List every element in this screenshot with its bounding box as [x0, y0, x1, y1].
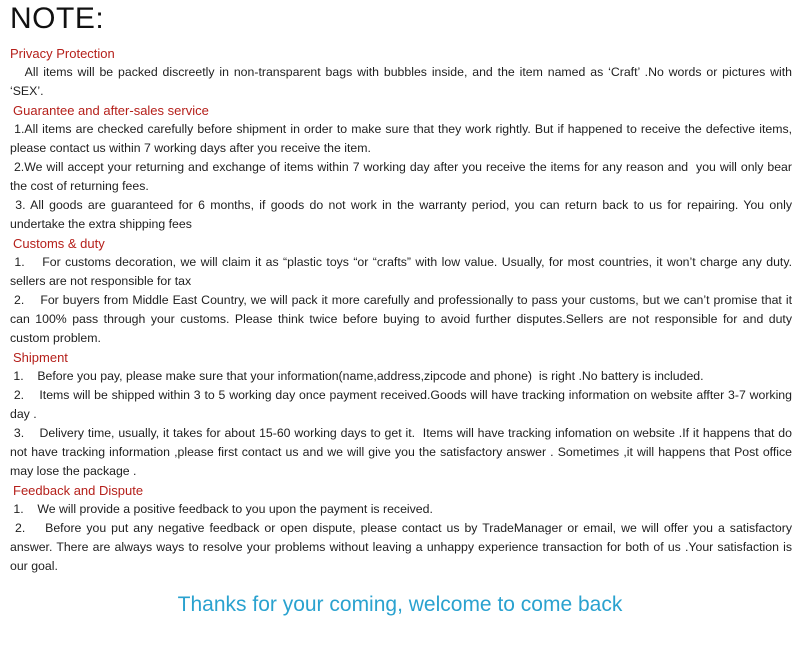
section-paragraph: 1. For customs decoration, we will claim it as “plastic toys “or “crafts” with low value. Usually, for most countries, it won’t charge any duty. sellers are not responsible for tax	[10, 255, 796, 288]
section-paragraph: 1. Before you pay, please make sure that your information(name,address,zipcode and phone) is right .No battery is included.	[10, 369, 704, 383]
section-feedback-dispute	[10, 481, 796, 576]
section-paragraph: 2. Before you put any negative feedback or open dispute, please contact us by TradeManager or email, we will offer you a satisfactory answer. There are always ways to resolve your problems without leaving a unhappy experience transaction for both of us .Your satisfaction is our goal.	[10, 521, 796, 573]
thank-you-message: Thanks for your coming, welcome to come back	[177, 593, 623, 616]
section-paragraph: 2.We will accept your returning and exchange of items within 7 working day after you receive the items for any reason and you will only bear the cost of returning fees.	[10, 160, 796, 193]
section-paragraph: 2. Items will be shipped within 3 to 5 working day once payment received.Goods will have tracking information on website affter 3-7 working day .	[10, 388, 796, 421]
section-paragraph: All items will be packed discreetly in non-transparent bags with bubbles inside, and the item named as ‘Craft’ .No words or pictures with ‘SEX’.	[10, 65, 796, 98]
section-paragraph: 3. Delivery time, usually, it takes for about 15-60 working days to get it. Items will have tracking infomation on website .If it happens that do not have tracking information ,please first contact us and we will give you the satisfactory answer . Sometimes ,it will happens that Post office may lose the package .	[10, 426, 796, 478]
section-heading: Feedback and Dispute	[13, 483, 144, 498]
section-privacy-protection	[10, 44, 796, 101]
section-heading: Shipment	[13, 350, 68, 365]
section-paragraph: 1.All items are checked carefully before shipment in order to make sure that they work rightly. But if happened to receive the defective items, please contact us within 7 working days after you receive the item.	[10, 122, 796, 155]
section-guarantee	[10, 101, 796, 234]
note-content	[10, 44, 796, 576]
section-paragraph: 3. All goods are guaranteed for 6 months, if goods do not work in the warranty period, you can return back to us for repairing. You only undertake the extra shipping fees	[10, 198, 796, 231]
section-heading: Guarantee and after-sales service	[13, 103, 209, 118]
section-heading: Customs & duty	[13, 236, 105, 251]
section-shipment	[10, 348, 796, 481]
section-heading: Privacy Protection	[10, 46, 115, 61]
section-paragraph: 1. We will provide a positive feedback to you upon the payment is received.	[10, 502, 433, 516]
section-customs-duty	[10, 234, 796, 348]
page-title: NOTE:	[10, 2, 105, 35]
section-paragraph: 2. For buyers from Middle East Country, we will pack it more carefully and professionally to pass your customs, but we can’t promise that it can 100% pass through your customs. Please think twice before buying to avoid further disputes.Sellers are not responsible for and duty custom problem.	[10, 293, 796, 345]
